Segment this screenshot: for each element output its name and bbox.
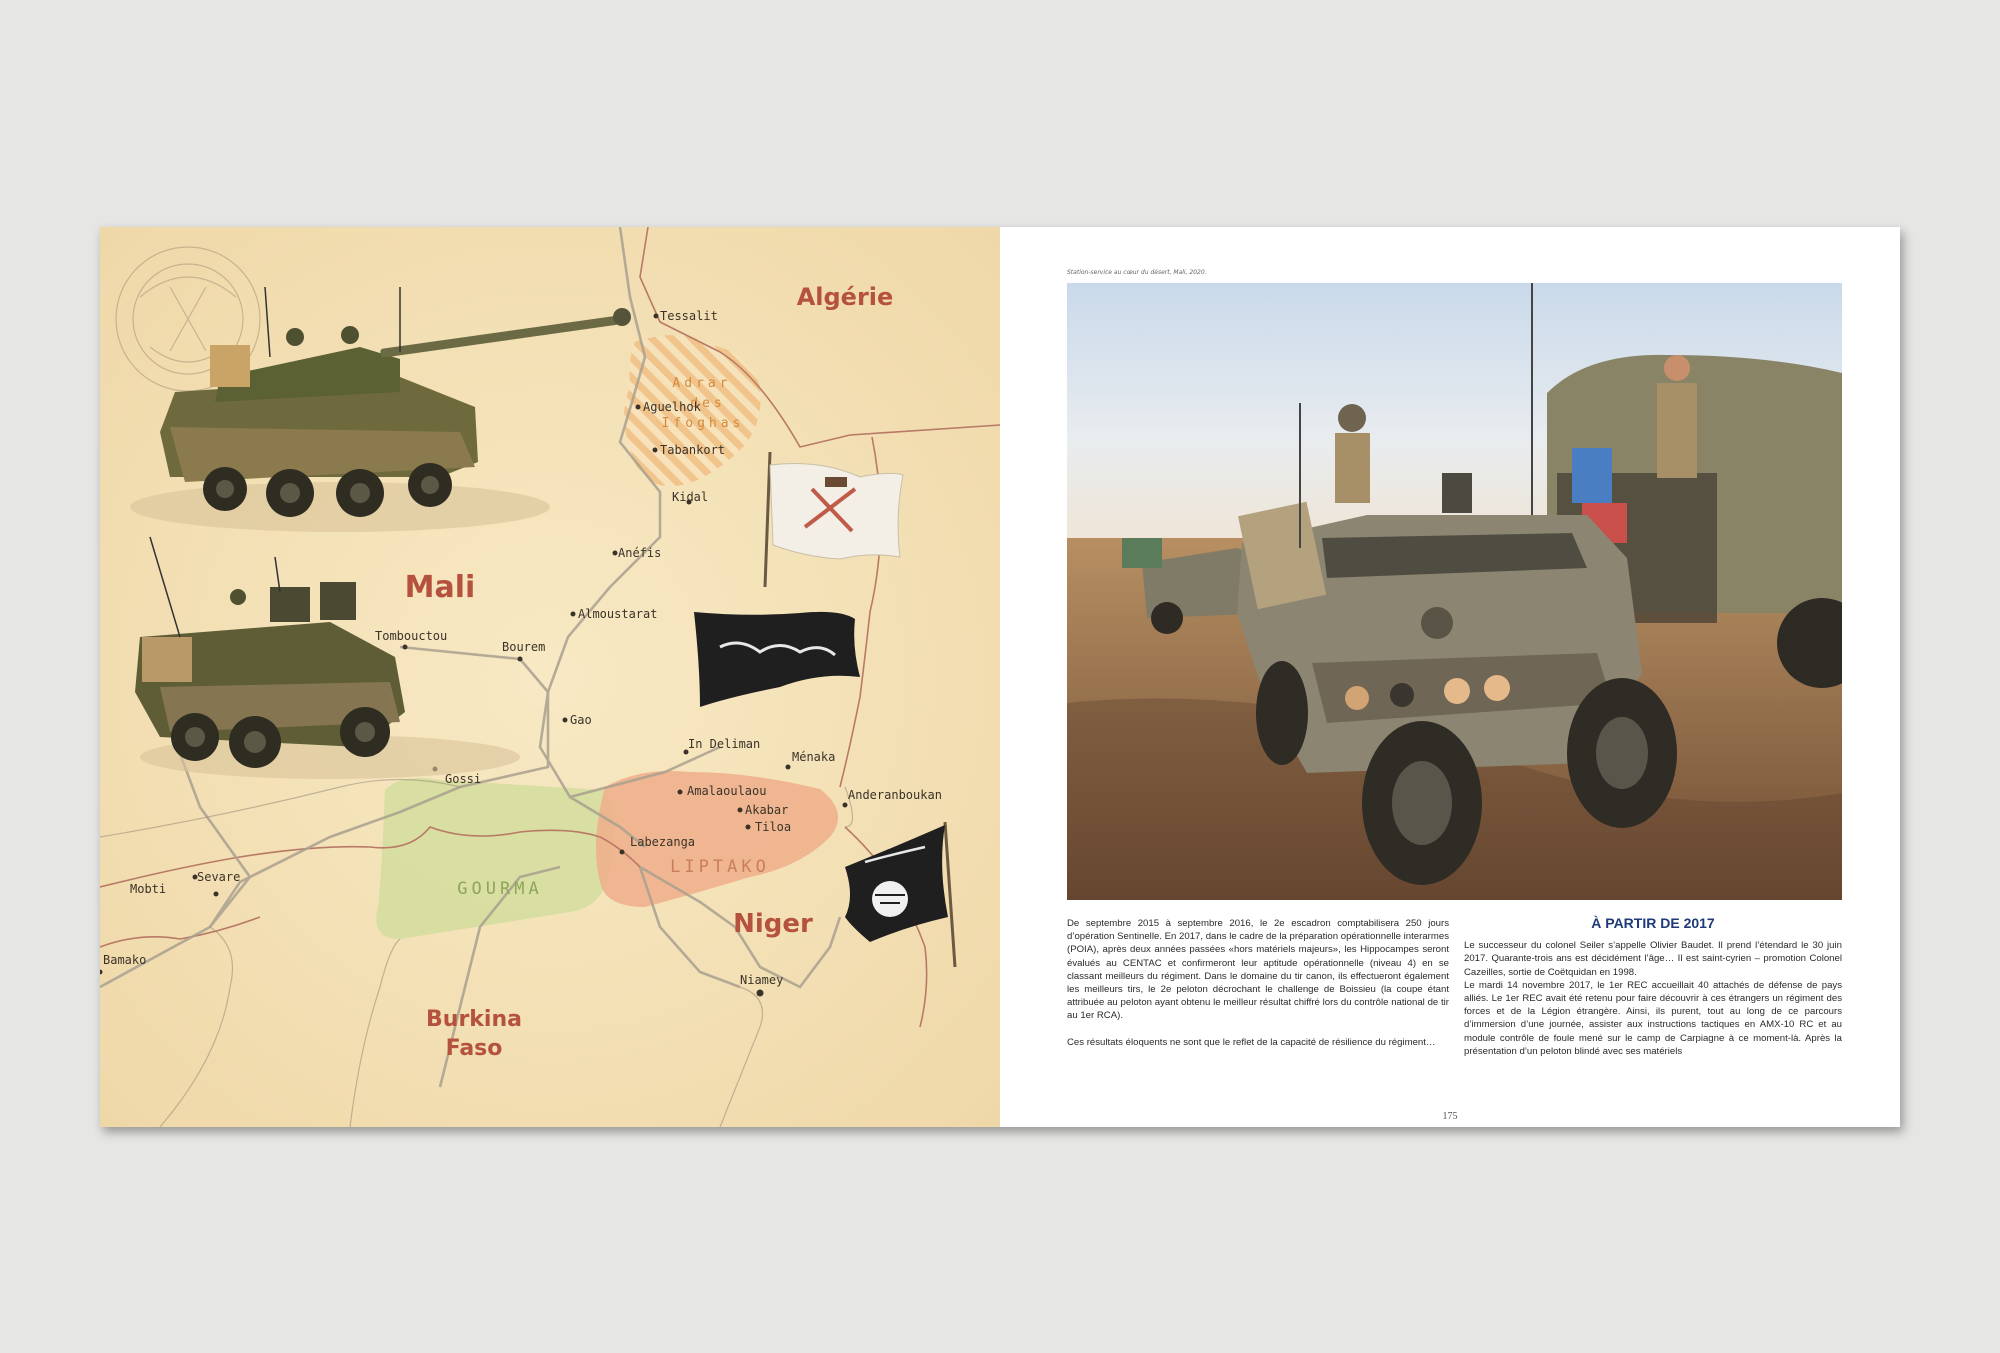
col2-paragraph-1: Le successeur du colonel Seiler s’appelle Olivier Baudet. Il prend l’étendard le 30 juin 2017. Quarante-trois ans est décidément l’âge… Il est saint-cyrien – promotion Colonel Cazeilles, sortie de Coëtquidan en 1998. xyxy=(1464,940,1842,978)
right-page xyxy=(1000,227,1900,1127)
photo-illustration xyxy=(1067,283,1842,900)
text-column-2 xyxy=(1464,917,1842,1058)
town-sevare: Sevare xyxy=(197,870,241,884)
page-number: 175 xyxy=(1442,1111,1458,1122)
col2-paragraph-2: Le mardi 14 novembre 2017, le 1er REC accueillait 40 attachés de défense de pays alliés. Le 1er REC avait été retenu pour faire découvrir à ces étrangers un régiment des forces et de la Légion étrangère. Ainsi, ils purent, tout au long de ce parcours d’immersion d’une journée, assister aux instructions tactiques en AMX-10 RC et au module contrôle de foule mené sur le camp de Carpiagne à ce moment-là. Après la présentation d’un peloton blindé avec ses matériels xyxy=(1464,979,1842,1057)
town-kidal: Kidal xyxy=(672,490,709,504)
desert-convoy-photo xyxy=(1067,283,1842,900)
town-niamey: Niamey xyxy=(740,973,784,987)
zone-label-adrar-1: Adrar xyxy=(672,376,732,391)
town-almoustarat: Almoustarat xyxy=(578,607,658,621)
town-amalaoulaou: Amalaoulaou xyxy=(687,784,767,798)
col1-paragraph-2: Ces résultats éloquents ne sont que le reflet de la capacité de résilience du régiment… xyxy=(1067,1036,1436,1048)
town-tabankort: Tabankort xyxy=(660,443,726,457)
town-bourem: Bourem xyxy=(502,640,546,654)
town-menaka: Ménaka xyxy=(792,750,836,764)
town-aguelhok: Aguelhok xyxy=(643,400,701,414)
section-heading: À PARTIR DE 2017 xyxy=(1591,915,1715,931)
town-tessalit: Tessalit xyxy=(660,309,718,323)
left-page-map xyxy=(100,227,1000,1127)
town-mopti: Mobti xyxy=(130,882,167,896)
photo-caption: Station-service au cœur du désert, Mali, 2020. xyxy=(1067,269,1207,276)
town-labezanga: Labezanga xyxy=(630,835,696,849)
country-label-burkina-line2: Faso xyxy=(445,1036,503,1061)
country-label-algerie: Algérie xyxy=(796,283,894,311)
country-label-mali: Mali xyxy=(404,570,476,605)
town-gao: Gao xyxy=(570,713,592,727)
country-label-burkina-line1: Burkina xyxy=(426,1007,522,1032)
town-in-deliman: In Deliman xyxy=(688,737,761,751)
mali-map-illustration xyxy=(100,227,1000,1127)
town-bamako: Bamako xyxy=(103,953,147,967)
zone-label-liptako: LIPTAKO xyxy=(670,857,770,877)
zone-label-gourma: GOURMA xyxy=(457,879,543,899)
country-label-niger: Niger xyxy=(733,909,813,939)
town-akabar: Akabar xyxy=(745,803,789,817)
book-spread xyxy=(100,227,1900,1127)
town-anderanboukan: Anderanboukan xyxy=(848,788,942,802)
zone-label-adrar-3: Ifoghas xyxy=(661,416,745,431)
zone-label-adrar-2: des xyxy=(690,396,726,411)
town-tombouctou: Tombouctou xyxy=(375,629,448,643)
town-anefis: Anéfis xyxy=(618,546,662,560)
town-tiloa: Tiloa xyxy=(755,820,792,834)
text-column-1 xyxy=(1067,917,1449,1049)
town-gossi: Gossi xyxy=(445,772,482,786)
col1-paragraph-1: De septembre 2015 à septembre 2016, le 2e escadron comptabilisera 250 jours d’opération Sentinelle. En 2017, dans le cadre de la préparation opérationnelle interarmes (POIA), après deux années passées «hors matériels majeurs», les Hippocampes seront évalués au CENTAC et confirmeront leur aptitude opérationnelle (niveau 4) en se classant meilleurs du régiment. Dans le domaine du tir canon, ils effectueront également les meilleurs tirs, le 2e peloton décrochant le challenge de Boissieu (la coupe étant attribuée au peloton ayant obtenu le meilleur résultat chiffré lors du contrôle national de tir au 1er RCA). xyxy=(1067,918,1449,1022)
